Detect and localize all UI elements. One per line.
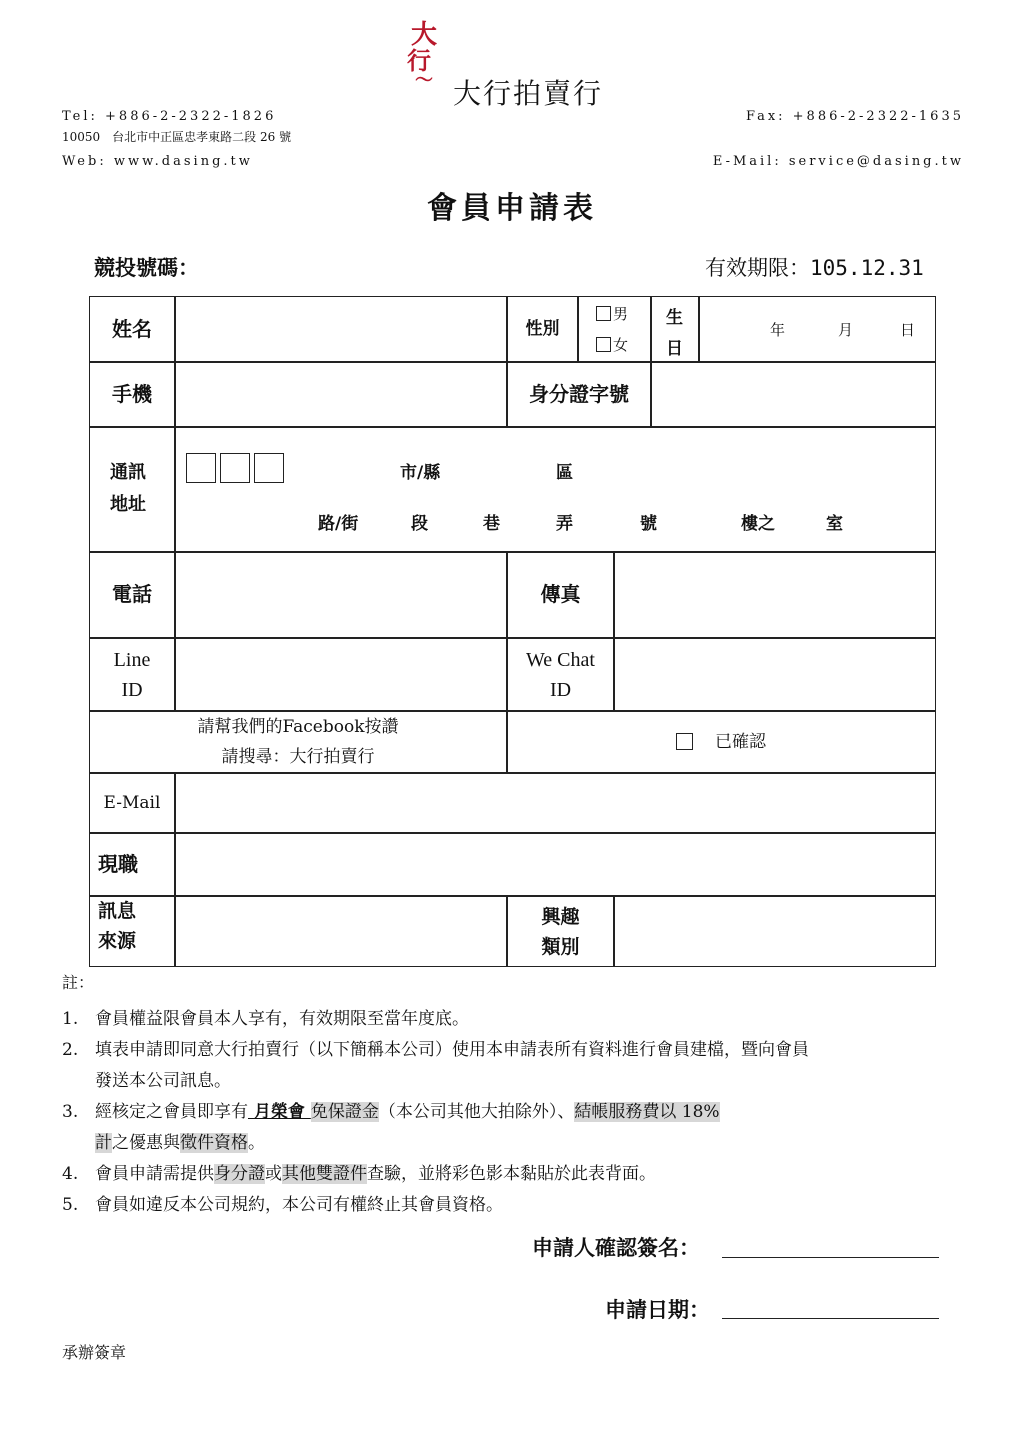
note-number: 4.: [62, 1164, 79, 1184]
form-title: 會員申請表: [427, 191, 597, 226]
source-label-1: 訊息: [98, 900, 137, 922]
note-text: 之優惠與: [112, 1133, 180, 1153]
source-label-2: 來源: [98, 930, 137, 952]
line-id-label-2: ID: [121, 678, 143, 701]
note-number: 5.: [62, 1195, 79, 1215]
gender-female-option[interactable]: [596, 334, 628, 355]
wechat-id-label-2: ID: [549, 678, 572, 701]
id-number-field[interactable]: [652, 363, 934, 424]
logo-mark: [405, 22, 449, 102]
checkbox-icon: [596, 306, 611, 321]
applicant-signature-label: 申請人確認簽名：: [532, 1235, 700, 1260]
birth-label-2: 日: [666, 339, 683, 359]
source-label: [90, 896, 174, 967]
note-text: 會員權益限會員本人享有，有效期限至當年度底。: [95, 1009, 469, 1029]
bid-number-label: 競投號碼：: [94, 255, 199, 280]
company-address: 10050 台北市中正區忠孝東路二段 26 號: [62, 130, 292, 144]
interest-field[interactable]: [615, 897, 934, 966]
note-text: 填表申請即同意大行拍賣行（以下簡稱本公司）使用本申請表所有資料進行會員建檔，暨向會員: [95, 1040, 809, 1060]
name-field[interactable]: [176, 299, 504, 359]
valid-period: [705, 252, 924, 282]
gender-male-label: 男: [613, 305, 629, 323]
company-email: E-Mail: service@dasing.tw: [712, 154, 964, 169]
birth-day-label: 日: [900, 321, 916, 339]
fax-label: 傳真: [540, 582, 581, 606]
fax-field[interactable]: [615, 553, 934, 635]
addr-district-label: 區: [556, 463, 573, 483]
company-name: 大行拍賣行: [453, 77, 604, 110]
facebook-confirm[interactable]: [508, 711, 934, 772]
company-logo: [405, 22, 635, 112]
note-text: 查驗，並將彩色影本黏貼於此表背面。: [367, 1164, 656, 1184]
note-highlight: 身分證: [214, 1164, 265, 1184]
note-highlight: 月榮會: [248, 1102, 311, 1122]
note-3-continued: [62, 1128, 962, 1159]
addr-section-label: 段: [411, 514, 428, 534]
note-3: [62, 1097, 962, 1128]
postal-code-box-3[interactable]: [254, 453, 284, 483]
addr-road-label: 路/街: [318, 514, 359, 534]
note-4: [62, 1159, 962, 1190]
addr-room-label: 室: [826, 514, 843, 534]
valid-value: 105.12.31: [810, 256, 924, 280]
note-1: [62, 1004, 962, 1035]
email-label: E-Mail: [103, 792, 161, 813]
note-5: [62, 1190, 962, 1221]
note-text: 或: [265, 1164, 282, 1184]
interest-label-1: 興趣: [541, 905, 580, 928]
address-label-1: 通訊: [110, 462, 146, 483]
addr-number-label: 號: [640, 514, 657, 534]
wechat-id-field[interactable]: [615, 639, 934, 709]
logo-glyph-1: 大: [411, 20, 438, 50]
note-highlight: 計: [95, 1133, 112, 1153]
postal-code-box-2[interactable]: [220, 453, 250, 483]
addr-alley-label: 弄: [556, 514, 573, 534]
company-fax: Fax: +886-2-2322-1635: [745, 109, 964, 124]
application-date-line[interactable]: [722, 1318, 939, 1319]
line-id-label-1: Line: [113, 648, 151, 671]
note-highlight: 徵件資格: [180, 1133, 248, 1153]
facebook-prompt: [90, 711, 506, 772]
birth-label-1: 生: [666, 308, 683, 328]
valid-label: 有效期限：: [705, 256, 810, 280]
application-date-label: 申請日期：: [605, 1297, 710, 1322]
notes-heading: 註：: [62, 973, 95, 992]
company-tel: Tel: +886-2-2322-1826: [62, 109, 277, 124]
logo-glyph-2: 行: [407, 46, 431, 75]
phone-field[interactable]: [176, 553, 504, 635]
confirmed-label: 已確認: [715, 731, 766, 752]
note-number: 1.: [62, 1009, 79, 1029]
name-label: 姓名: [112, 317, 152, 341]
checkbox-icon[interactable]: [676, 733, 693, 750]
addr-city-label: 市/縣: [400, 463, 441, 483]
wechat-id-label-1: We Chat: [526, 648, 595, 671]
email-field[interactable]: [176, 774, 934, 831]
line-id-label: [90, 639, 174, 710]
addr-lane-label: 巷: [483, 514, 500, 534]
interest-label-2: 類別: [541, 935, 580, 958]
job-field[interactable]: [176, 834, 934, 894]
handler-stamp-label: 承辦簽章: [62, 1343, 127, 1362]
note-number: 3.: [62, 1102, 79, 1122]
address-label-2: 地址: [110, 494, 146, 515]
facebook-prompt-line-1: 請幫我們的Facebook按讚: [197, 716, 399, 737]
mobile-label: 手機: [112, 381, 152, 406]
applicant-signature-line[interactable]: [722, 1257, 939, 1258]
note-text: 會員如違反本公司規約，本公司有權終止其會員資格。: [95, 1195, 503, 1215]
application-form-table: [89, 296, 936, 967]
logo-glyph-3: 〜: [415, 70, 433, 91]
gender-label: 性別: [525, 319, 560, 339]
note-highlight: 結帳服務費以 18%: [574, 1102, 720, 1122]
birth-month-label: 月: [838, 321, 854, 339]
source-field[interactable]: [176, 897, 504, 966]
wechat-id-label: [508, 639, 613, 710]
note-highlight: 其他雙證件: [282, 1164, 367, 1184]
id-number-label: 身分證字號: [529, 381, 629, 406]
note-text: 經核定之會員即享有: [95, 1102, 248, 1122]
gender-female-label: 女: [613, 336, 629, 354]
facebook-prompt-line-2: 請搜尋：大行拍賣行: [221, 746, 375, 767]
company-web: Web: www.dasing.tw: [62, 154, 253, 169]
job-label: 現職: [98, 852, 138, 876]
row-divider: [90, 426, 935, 428]
interest-label: [508, 896, 613, 967]
mobile-field[interactable]: [176, 363, 504, 424]
line-id-field[interactable]: [176, 639, 504, 709]
note-highlight: 免保證金: [310, 1102, 379, 1122]
note-2: [62, 1035, 962, 1066]
note-2-continued: 發送本公司訊息。: [95, 1071, 231, 1091]
notes-section: [62, 972, 962, 1221]
addr-floor-label: 樓之: [741, 514, 775, 534]
phone-label: 電話: [112, 582, 152, 606]
gender-male-option[interactable]: [596, 303, 628, 324]
birth-year-label: 年: [770, 321, 786, 339]
postal-code-box-1[interactable]: [186, 453, 216, 483]
note-text: 。: [248, 1133, 265, 1153]
col-divider: [577, 297, 579, 361]
checkbox-icon: [596, 337, 611, 352]
col-divider: [698, 297, 700, 361]
note-text: （本公司其他大拍除外）、: [378, 1102, 575, 1122]
note-text: 會員申請需提供: [95, 1164, 214, 1184]
note-number: 2.: [62, 1040, 79, 1060]
